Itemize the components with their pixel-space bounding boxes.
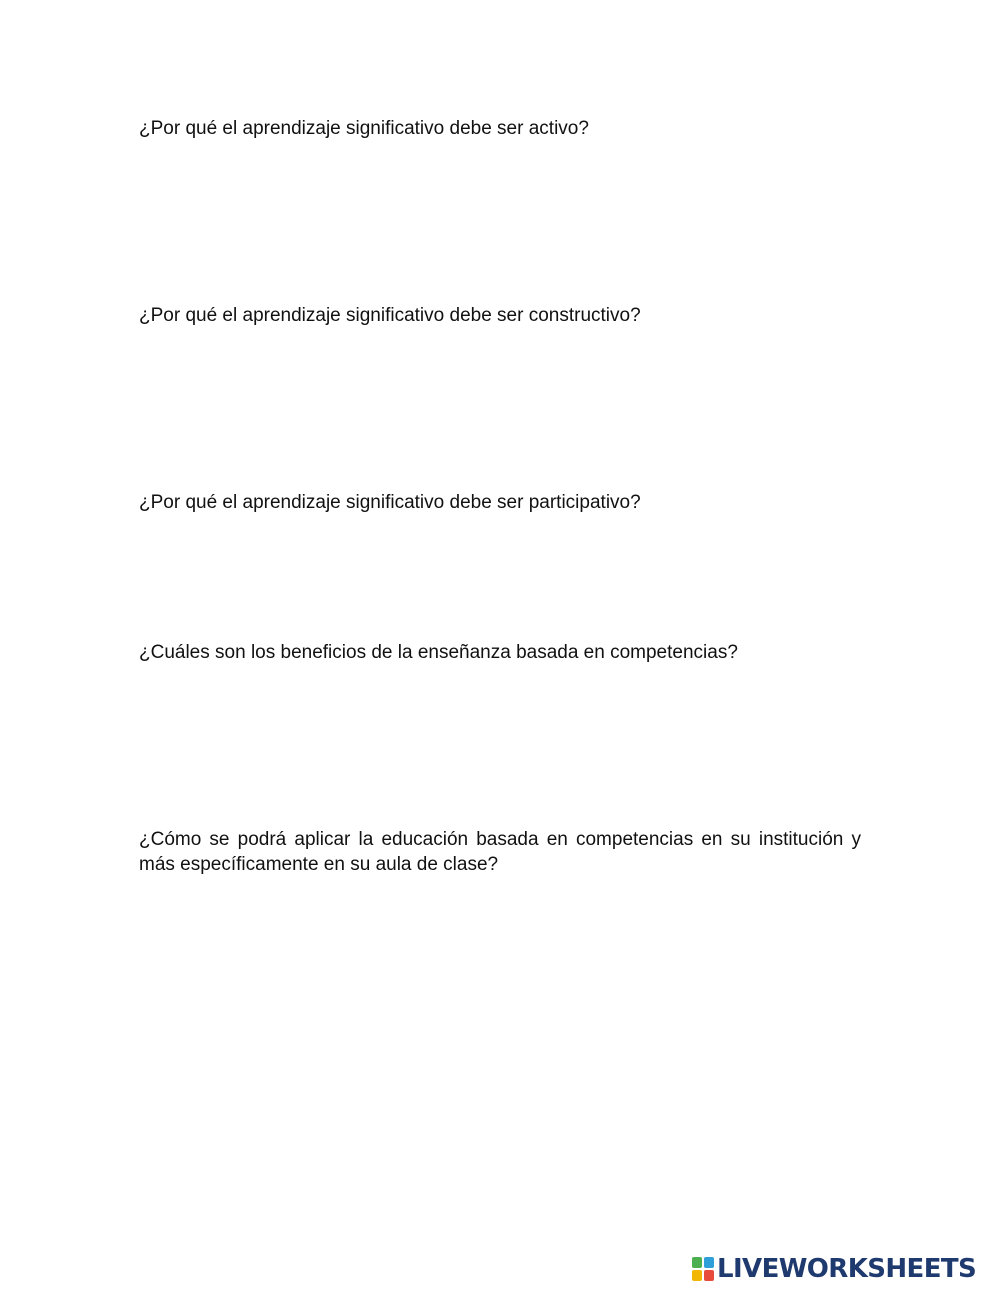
logo-square-blue	[704, 1257, 714, 1268]
question-3: ¿Por qué el aprendizaje significativo debe ser participativo?	[139, 492, 641, 513]
question-5: ¿Cómo se podrá aplicar la educación basada en competencias en su institución y más específicamente en su aula de clase?	[139, 829, 861, 875]
question-1: ¿Por qué el aprendizaje significativo debe ser activo?	[139, 118, 589, 139]
brand-name: LIVEWORKSHEETS	[717, 1254, 977, 1284]
liveworksheets-logo	[692, 1254, 976, 1284]
logo-square-red	[704, 1270, 714, 1281]
question-2: ¿Por qué el aprendizaje significativo debe ser constructivo?	[139, 305, 641, 326]
question-4: ¿Cuáles son los beneficios de la enseñanza basada en competencias?	[139, 642, 738, 663]
liveworksheets-logo-icon	[692, 1257, 714, 1281]
logo-square-yellow	[692, 1270, 702, 1281]
logo-square-green	[692, 1257, 702, 1268]
